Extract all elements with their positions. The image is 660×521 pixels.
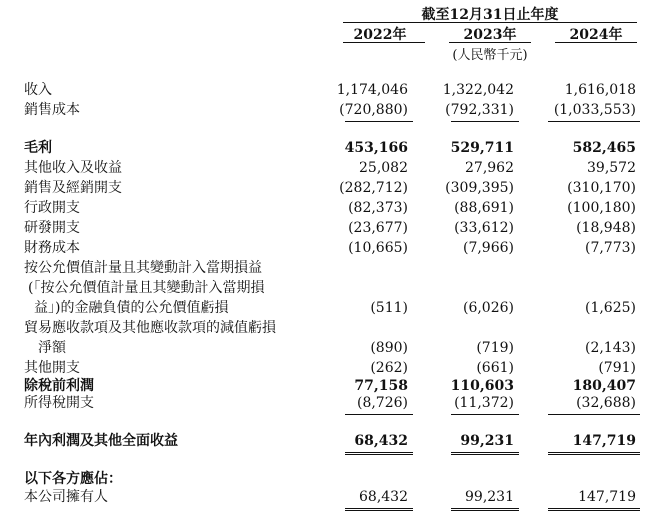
subtotal-rule (345, 414, 413, 415)
value-2024: 1,616,018 (564, 82, 636, 98)
table-row (0, 298, 660, 318)
year-2024-header: 2024年 (569, 27, 623, 43)
row-label: 淨額 (38, 340, 66, 356)
value-2022: (511) (370, 300, 408, 316)
value-2024: (32,688) (576, 395, 636, 411)
value-2024: (2,143) (584, 340, 636, 356)
row-label: 行政開支 (24, 200, 80, 216)
total-double-rule (451, 508, 519, 511)
value-2023: (792,331) (445, 102, 514, 118)
value-2022: (890) (370, 340, 408, 356)
subtotal-rule (451, 121, 519, 122)
unit-label: (人民幣千元) (452, 48, 528, 63)
table-row (0, 278, 660, 298)
table-row (0, 318, 660, 338)
total-double-rule (345, 452, 413, 455)
value-2023: (11,372) (454, 395, 514, 411)
row-label: 本公司擁有人 (24, 489, 108, 505)
row-label: 以下各方應佔： (24, 471, 122, 487)
table-row (0, 198, 660, 218)
table-row (0, 258, 660, 278)
row-label: 研發開支 (24, 220, 80, 236)
value-2023: (6,026) (462, 300, 514, 316)
value-2022: 453,166 (344, 140, 408, 156)
year-2022-header: 2022年 (353, 27, 407, 43)
value-2024: (100,180) (567, 200, 636, 216)
value-2023: 27,962 (465, 160, 514, 176)
subtotal-rule (548, 414, 640, 415)
row-label: 益」)的金融負債的公允價值虧損 (34, 300, 229, 316)
total-double-rule (548, 508, 640, 511)
year-2023-header: 2023年 (463, 27, 517, 43)
value-2024: 582,465 (572, 140, 636, 156)
value-2022: (720,880) (339, 102, 408, 118)
value-2024: 180,407 (572, 378, 636, 394)
row-label: 其他開支 (24, 360, 80, 376)
value-2022: (10,665) (348, 240, 408, 256)
value-2023: 99,231 (465, 489, 514, 505)
row-label: 年內利潤及其他全面收益 (24, 433, 178, 449)
row-label: 除稅前利潤 (24, 378, 94, 394)
value-2024: 147,719 (578, 489, 636, 505)
value-2023: (33,612) (454, 220, 514, 236)
row-label: 按公允價值計量且其變動計入當期損益 (24, 260, 262, 276)
period-rule (343, 22, 637, 23)
value-2022: (23,677) (348, 220, 408, 236)
value-2022: 77,158 (354, 378, 408, 394)
table-row (0, 238, 660, 258)
value-2024: (310,170) (567, 180, 636, 196)
table-row (0, 358, 660, 378)
row-label: 所得稅開支 (24, 395, 94, 411)
value-2024: (18,948) (576, 220, 636, 236)
table-row (0, 338, 660, 358)
total-double-rule (548, 452, 640, 455)
value-2022: (282,712) (339, 180, 408, 196)
value-2024: (1,033,553) (553, 102, 636, 118)
subtotal-rule (548, 121, 640, 122)
value-2022: 25,082 (359, 160, 408, 176)
period-header: 截至12月31日止年度 (421, 7, 559, 23)
value-2024: (1,625) (584, 300, 636, 316)
value-2023: (661) (476, 360, 514, 376)
table-row (0, 431, 660, 451)
row-label: 銷售成本 (24, 102, 80, 118)
value-2023: (7,966) (462, 240, 514, 256)
value-2023: 99,231 (460, 433, 514, 449)
value-2024: 39,572 (587, 160, 636, 176)
value-2023: (309,395) (445, 180, 514, 196)
value-2022: 1,174,046 (336, 82, 408, 98)
value-2022: 68,432 (354, 433, 408, 449)
value-2024: 147,719 (572, 433, 636, 449)
value-2022: 68,432 (359, 489, 408, 505)
row-label: 銷售及經銷開支 (24, 180, 122, 196)
value-2023: 110,603 (450, 378, 514, 394)
year-rule-2024 (555, 42, 637, 43)
table-row (0, 469, 660, 489)
value-2022: (262) (370, 360, 408, 376)
value-2022: (8,726) (356, 395, 408, 411)
table-row (0, 158, 660, 178)
year-rule-2023 (449, 42, 531, 43)
row-label: (「按公允價值計量且其變動計入當期損 (28, 280, 265, 296)
row-label: 毛利 (24, 140, 52, 156)
subtotal-rule (345, 121, 413, 122)
row-label: 收入 (24, 82, 52, 98)
value-2023: (88,691) (454, 200, 514, 216)
value-2022: (82,373) (348, 200, 408, 216)
table-row (0, 100, 660, 120)
table-row (0, 218, 660, 238)
row-label: 其他收入及收益 (24, 160, 122, 176)
value-2023: 1,322,042 (442, 82, 514, 98)
table-row (0, 487, 660, 507)
value-2023: 529,711 (450, 140, 514, 156)
table-row (0, 138, 660, 158)
table-row (0, 80, 660, 100)
row-label: 貿易應收款項及其他應收款項的減值虧損 (24, 320, 276, 336)
year-rule-2022 (343, 42, 425, 43)
table-row (0, 178, 660, 198)
total-double-rule (451, 452, 519, 455)
total-double-rule (345, 508, 413, 511)
row-label: 財務成本 (24, 240, 80, 256)
table-row (0, 393, 660, 413)
subtotal-rule (451, 414, 519, 415)
value-2023: (719) (476, 340, 514, 356)
value-2024: (791) (598, 360, 636, 376)
value-2024: (7,773) (584, 240, 636, 256)
